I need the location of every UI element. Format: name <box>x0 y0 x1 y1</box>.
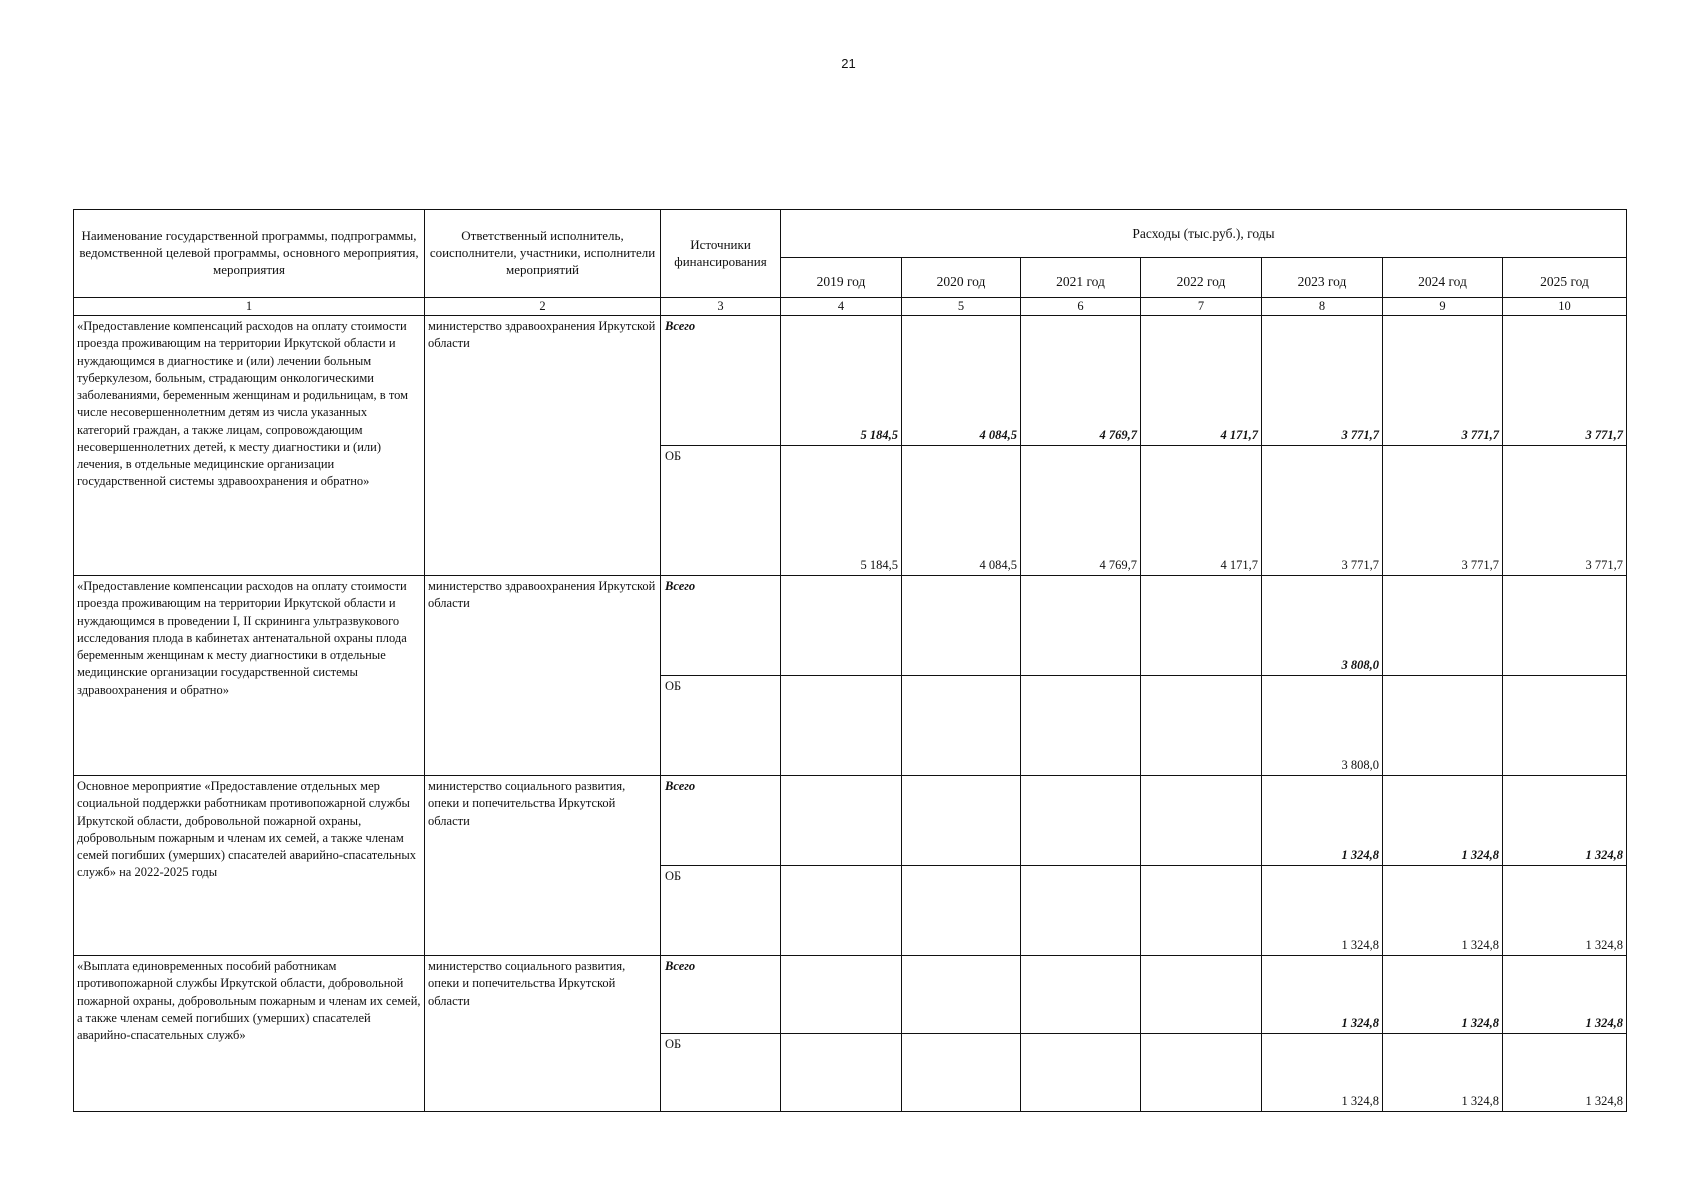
header-year: 2020 год <box>902 258 1021 298</box>
value-total-cell: 4 769,7 <box>1021 316 1141 446</box>
value-total-cell <box>1021 576 1141 676</box>
row-executor: министерство здравоохранения Иркутской области <box>425 316 661 576</box>
value-total-cell <box>1383 576 1503 676</box>
row-executor: министерство здравоохранения Иркутской области <box>425 576 661 776</box>
row-program-name: «Предоставление компенсации расходов на оплату стоимости проезда проживающим на территории Иркутской области и нуждающимся в проведении I, II скрининга ультразвукового исследования плода в кабинетах антенатальной охраны плода беременным женщинам к месту диагностики в отдельные медицинские организации государственной системы здравоохранения и обратно» <box>74 576 425 776</box>
value-total-cell <box>781 776 902 866</box>
value-ob-cell: 4 769,7 <box>1021 446 1141 576</box>
column-number: 3 <box>661 298 781 316</box>
value-ob-cell <box>781 1034 902 1112</box>
column-number: 7 <box>1141 298 1262 316</box>
value-ob-cell: 4 084,5 <box>902 446 1021 576</box>
value-ob-cell: 1 324,8 <box>1262 1034 1383 1112</box>
row-program-name: Основное мероприятие «Предоставление отдельных мер социальной поддержки работникам противопожарной службы Иркутской области, добровольной пожарной охраны, добровольным пожарным и членам их семей, а также членам семей погибших (умерших) спасателей аварийно-спасательных служб» на 2022-2025 годы <box>74 776 425 956</box>
value-ob-cell: 1 324,8 <box>1383 866 1503 956</box>
value-total-cell: 1 324,8 <box>1503 956 1627 1034</box>
column-number: 10 <box>1503 298 1627 316</box>
row-program-name: «Предоставление компенсаций расходов на оплату стоимости проезда проживающим на территории Иркутской области и нуждающимся в диагностике и (или) лечении больным туберкулезом, больным, страдающим онкологическими заболеваниями, беременным женщинам и родильницам, в том числе несовершеннолетним детям из числа указанных категорий граждан, а также лицам, сопровождающим несовершеннолетних детей, к месту диагностики и (или) лечения, в отдельные медицинские организации государственной системы здравоохранения и обратно» <box>74 316 425 576</box>
value-ob-cell <box>1383 676 1503 776</box>
value-ob-cell <box>1141 1034 1262 1112</box>
header-expenses: Расходы (тыс.руб.), годы <box>781 210 1627 258</box>
value-total-cell <box>1503 576 1627 676</box>
row-program-name: «Выплата единовременных пособий работникам противопожарной службы Иркутской области, добровольной пожарной охраны, добровольным пожарным и членам их семей, а также членам семей погибших (умерших) спасателей аварийно-спасательных служб» <box>74 956 425 1112</box>
header-year: 2023 год <box>1262 258 1383 298</box>
value-total-cell: 3 771,7 <box>1262 316 1383 446</box>
value-ob-cell <box>781 676 902 776</box>
value-ob-cell <box>1021 1034 1141 1112</box>
value-total-cell <box>781 576 902 676</box>
value-total-cell <box>1141 576 1262 676</box>
table-row <box>74 316 1627 446</box>
row-source-total: Всего <box>661 776 781 866</box>
row-source-ob: ОБ <box>661 866 781 956</box>
value-total-cell: 1 324,8 <box>1262 956 1383 1034</box>
header-year: 2019 год <box>781 258 902 298</box>
value-total-cell: 5 184,5 <box>781 316 902 446</box>
column-number: 1 <box>74 298 425 316</box>
header-year: 2022 год <box>1141 258 1262 298</box>
value-ob-cell <box>902 676 1021 776</box>
value-total-cell: 4 084,5 <box>902 316 1021 446</box>
value-total-cell: 1 324,8 <box>1503 776 1627 866</box>
row-source-total: Всего <box>661 956 781 1034</box>
column-number: 8 <box>1262 298 1383 316</box>
row-source-total: Всего <box>661 576 781 676</box>
value-total-cell <box>902 776 1021 866</box>
value-total-cell <box>1141 776 1262 866</box>
value-total-cell <box>1141 956 1262 1034</box>
row-source-ob: ОБ <box>661 676 781 776</box>
row-executor: министерство социального развития, опеки и попечительства Иркутской области <box>425 956 661 1112</box>
table-row <box>74 576 1627 676</box>
header-year: 2025 год <box>1503 258 1627 298</box>
value-total-cell: 1 324,8 <box>1262 776 1383 866</box>
header-name: Наименование государственной программы, подпрограммы, ведомственной целевой программы, основного мероприятия, мероприятия <box>74 210 425 298</box>
value-total-cell <box>902 576 1021 676</box>
column-number: 6 <box>1021 298 1141 316</box>
value-total-cell <box>1021 776 1141 866</box>
value-total-cell: 1 324,8 <box>1383 956 1503 1034</box>
value-ob-cell <box>781 866 902 956</box>
table-row <box>74 956 1627 1034</box>
budget-table <box>73 209 1627 1112</box>
value-ob-cell: 3 771,7 <box>1503 446 1627 576</box>
value-ob-cell: 3 771,7 <box>1262 446 1383 576</box>
value-ob-cell <box>1141 676 1262 776</box>
value-ob-cell: 1 324,8 <box>1503 866 1627 956</box>
value-ob-cell: 1 324,8 <box>1262 866 1383 956</box>
value-ob-cell: 1 324,8 <box>1383 1034 1503 1112</box>
value-ob-cell: 4 171,7 <box>1141 446 1262 576</box>
value-total-cell: 3 771,7 <box>1503 316 1627 446</box>
value-total-cell: 4 171,7 <box>1141 316 1262 446</box>
value-ob-cell: 5 184,5 <box>781 446 902 576</box>
value-ob-cell: 1 324,8 <box>1503 1034 1627 1112</box>
value-total-cell: 1 324,8 <box>1383 776 1503 866</box>
value-ob-cell: 3 771,7 <box>1383 446 1503 576</box>
column-number: 9 <box>1383 298 1503 316</box>
header-year: 2021 год <box>1021 258 1141 298</box>
column-number: 5 <box>902 298 1021 316</box>
value-total-cell <box>781 956 902 1034</box>
value-total-cell: 3 771,7 <box>1383 316 1503 446</box>
column-number: 4 <box>781 298 902 316</box>
value-ob-cell <box>1141 866 1262 956</box>
value-ob-cell <box>1021 866 1141 956</box>
value-ob-cell: 3 808,0 <box>1262 676 1383 776</box>
row-source-total: Всего <box>661 316 781 446</box>
value-ob-cell <box>1503 676 1627 776</box>
value-ob-cell <box>902 866 1021 956</box>
header-year: 2024 год <box>1383 258 1503 298</box>
page-number: 21 <box>841 56 856 71</box>
value-ob-cell <box>902 1034 1021 1112</box>
row-executor: министерство социального развития, опеки и попечительства Иркутской области <box>425 776 661 956</box>
value-ob-cell <box>1021 676 1141 776</box>
table-row <box>74 776 1627 866</box>
value-total-cell: 3 808,0 <box>1262 576 1383 676</box>
column-number: 2 <box>425 298 661 316</box>
header-source: Источники финансирования <box>661 210 781 298</box>
value-total-cell <box>1021 956 1141 1034</box>
value-total-cell <box>902 956 1021 1034</box>
row-source-ob: ОБ <box>661 1034 781 1112</box>
row-source-ob: ОБ <box>661 446 781 576</box>
header-executor: Ответственный исполнитель, соисполнители, участники, исполнители мероприятий <box>425 210 661 298</box>
